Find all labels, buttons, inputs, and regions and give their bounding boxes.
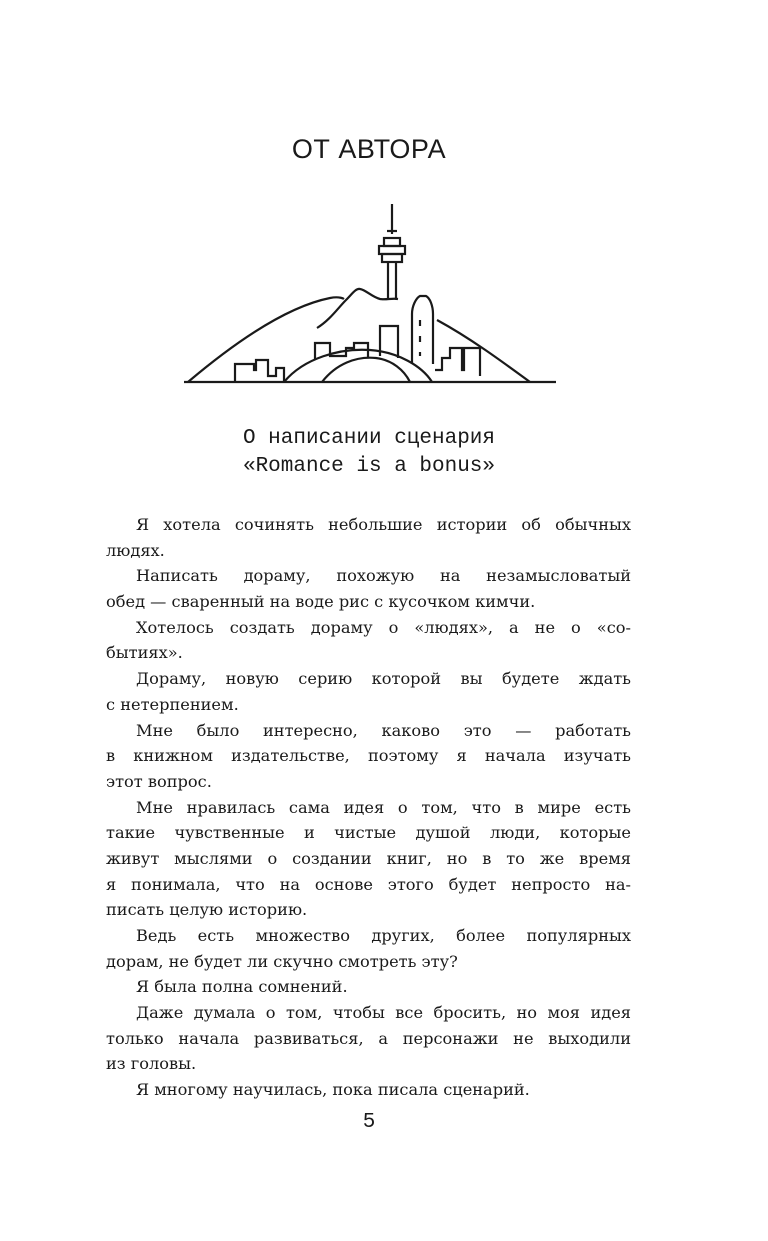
- text-line: писать целую историю.: [106, 900, 308, 920]
- page-number: 5: [362, 1111, 376, 1134]
- text-line: Я многому научилась, пока писала сценарий.: [136, 1080, 530, 1100]
- subtitle-line-2: «Romance is a bonus»: [242, 455, 496, 478]
- text-line: Я была полна сомнений.: [136, 977, 348, 997]
- text-line: Дораму, новую серию которой вы будете ждать: [136, 669, 631, 689]
- text-line: живут мыслями о создании книг, но в то же время: [106, 848, 631, 868]
- text-line: Ведь есть множество других, более популярных: [136, 926, 631, 945]
- text-line: Хотелось создать дораму о «людях», а не о «со-: [136, 617, 631, 637]
- text-line: такие чувственные и чистые душой люди, которые: [106, 823, 631, 843]
- body-text: [106, 512, 631, 1103]
- text-line: Даже думала о том, чтобы все бросить, но моя идея: [136, 1003, 631, 1023]
- text-line: людях.: [106, 540, 165, 560]
- city-skyline-illustration: [180, 198, 560, 388]
- text-line: в книжном издательстве, поэтому я начала изучать: [106, 746, 631, 766]
- text-line: Написать дораму, похожую на незамысловатый: [136, 566, 631, 586]
- text-line: я понимала, что на основе этого будет непросто на-: [106, 874, 631, 894]
- text-line: только начала развиваться, а персонажи не выходили: [106, 1028, 631, 1048]
- text-line: Мне нравилась сама идея о том, что в мире есть: [136, 797, 631, 817]
- subtitle-line-1: О написании сценария: [242, 427, 496, 450]
- text-line: обед — сваренный на воде рис с кусочком кимчи.: [106, 592, 536, 612]
- page-title: ОТ АВТОРА: [291, 134, 447, 164]
- text-line: бытиях».: [106, 643, 183, 663]
- text-line: Мне было интересно, каково это — работать: [136, 720, 631, 740]
- text-line: с нетерпением.: [106, 694, 239, 714]
- text-line: Я хотела сочинять небольшие истории об обычных: [136, 515, 631, 534]
- text-line: этот вопрос.: [106, 771, 212, 791]
- text-line: дорам, не будет ли скучно смотреть эту?: [106, 951, 458, 971]
- text-line: из головы.: [106, 1054, 197, 1074]
